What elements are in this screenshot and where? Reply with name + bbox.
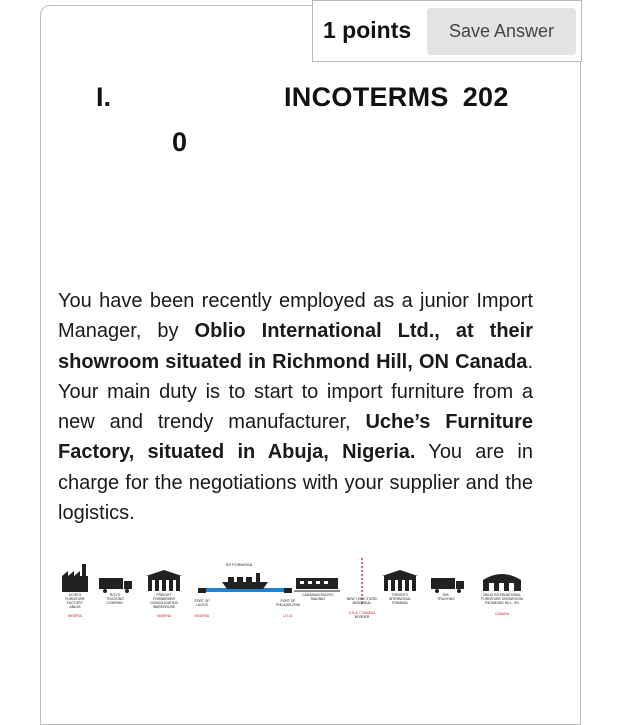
node-label: OBLIO INTERNATIONAL (482, 593, 522, 597)
node-label: ROY'S (109, 593, 121, 597)
scenario-company-oblio: Oblio International Ltd., at their showroom situated in Richmond Hill, ON Canada (58, 320, 534, 373)
node-label: LAGOS (196, 603, 208, 607)
question-header-bar (312, 0, 582, 62)
terminal-icon (382, 570, 418, 591)
node-label: TRUCKING (106, 597, 124, 601)
border-label: BORDER (354, 615, 370, 619)
scenario-text-3: You are in charge for the negotiations with your supplier and the logistics. (58, 441, 533, 525)
question-title (284, 82, 509, 113)
node-label: FURNITURE SHOWROOM (481, 597, 523, 601)
scenario-text-2: . Your main duty is to start to import furniture from a new and trendy manufacturer, (58, 350, 533, 434)
node-label: PORT OF (280, 599, 296, 603)
node-label: PHILADELPHIA (275, 603, 301, 607)
node-label: COMPANY (106, 601, 124, 605)
node-label: CANADIAN PACIFIC (302, 593, 334, 597)
node-label: TORONTO (391, 593, 409, 597)
question-title-part1: INCOTERMS (284, 82, 449, 112)
factory-icon (62, 564, 88, 592)
ship-icon (222, 573, 268, 589)
node-label: WAREHOUSE (152, 605, 176, 609)
node-country: NIGERIA (195, 614, 209, 618)
node-label: RICHMOND HILL, ON (485, 601, 519, 605)
node-label: TERMINAL (391, 601, 409, 605)
node-country: U.S.A. (283, 614, 293, 618)
save-answer-button[interactable]: Save Answer (427, 8, 576, 55)
train-icon (294, 578, 340, 591)
node-label: NEW YORK STATE/ (346, 597, 378, 601)
node-label: FORWARDER (152, 597, 176, 601)
truck-icon (99, 578, 132, 593)
warehouse-icon (146, 570, 182, 591)
node-label: TRUCKING (437, 597, 455, 601)
node-label: INTERMODAL (388, 597, 412, 601)
logistics-chain-diagram (56, 552, 536, 632)
border-label: U.S.A. / CANADA (348, 611, 376, 615)
node-country: NIGERIA (157, 614, 171, 618)
showroom-icon (483, 574, 521, 591)
node-label: PORT OF (194, 599, 210, 603)
node-label: UCHE'S (68, 593, 82, 597)
node-country: CANADA (494, 612, 510, 616)
question-title-part2: 202 (462, 82, 509, 112)
node-label: FREIGHT (156, 593, 172, 597)
points-label: 1 points (323, 17, 412, 43)
scenario-text-1: You have been recently employed as a junior Import Manager, by (58, 290, 533, 343)
node-label: ABUJA (69, 605, 81, 609)
dhl-truck-icon (431, 578, 464, 593)
node-label: FURNITURE (65, 597, 85, 601)
node-label: CONSOLIDATION (150, 601, 178, 605)
node-label: DHL (442, 593, 450, 597)
question-title-continuation: 0 (172, 127, 188, 157)
ship-name-label: SS FORMOSA (225, 562, 253, 567)
scenario-company-uche: Uche’s Furniture Factory, situated in Abuja, Nigeria. (58, 411, 533, 464)
port-philadelphia-icon (284, 588, 292, 593)
question-number: I. (96, 82, 112, 112)
node-label: FACTORY (67, 601, 83, 605)
node-country: NIGERIA (68, 614, 82, 618)
scenario-paragraph (58, 286, 533, 528)
node-label: MONTREAL (352, 601, 372, 605)
node-label: RAILWAY (310, 597, 326, 601)
